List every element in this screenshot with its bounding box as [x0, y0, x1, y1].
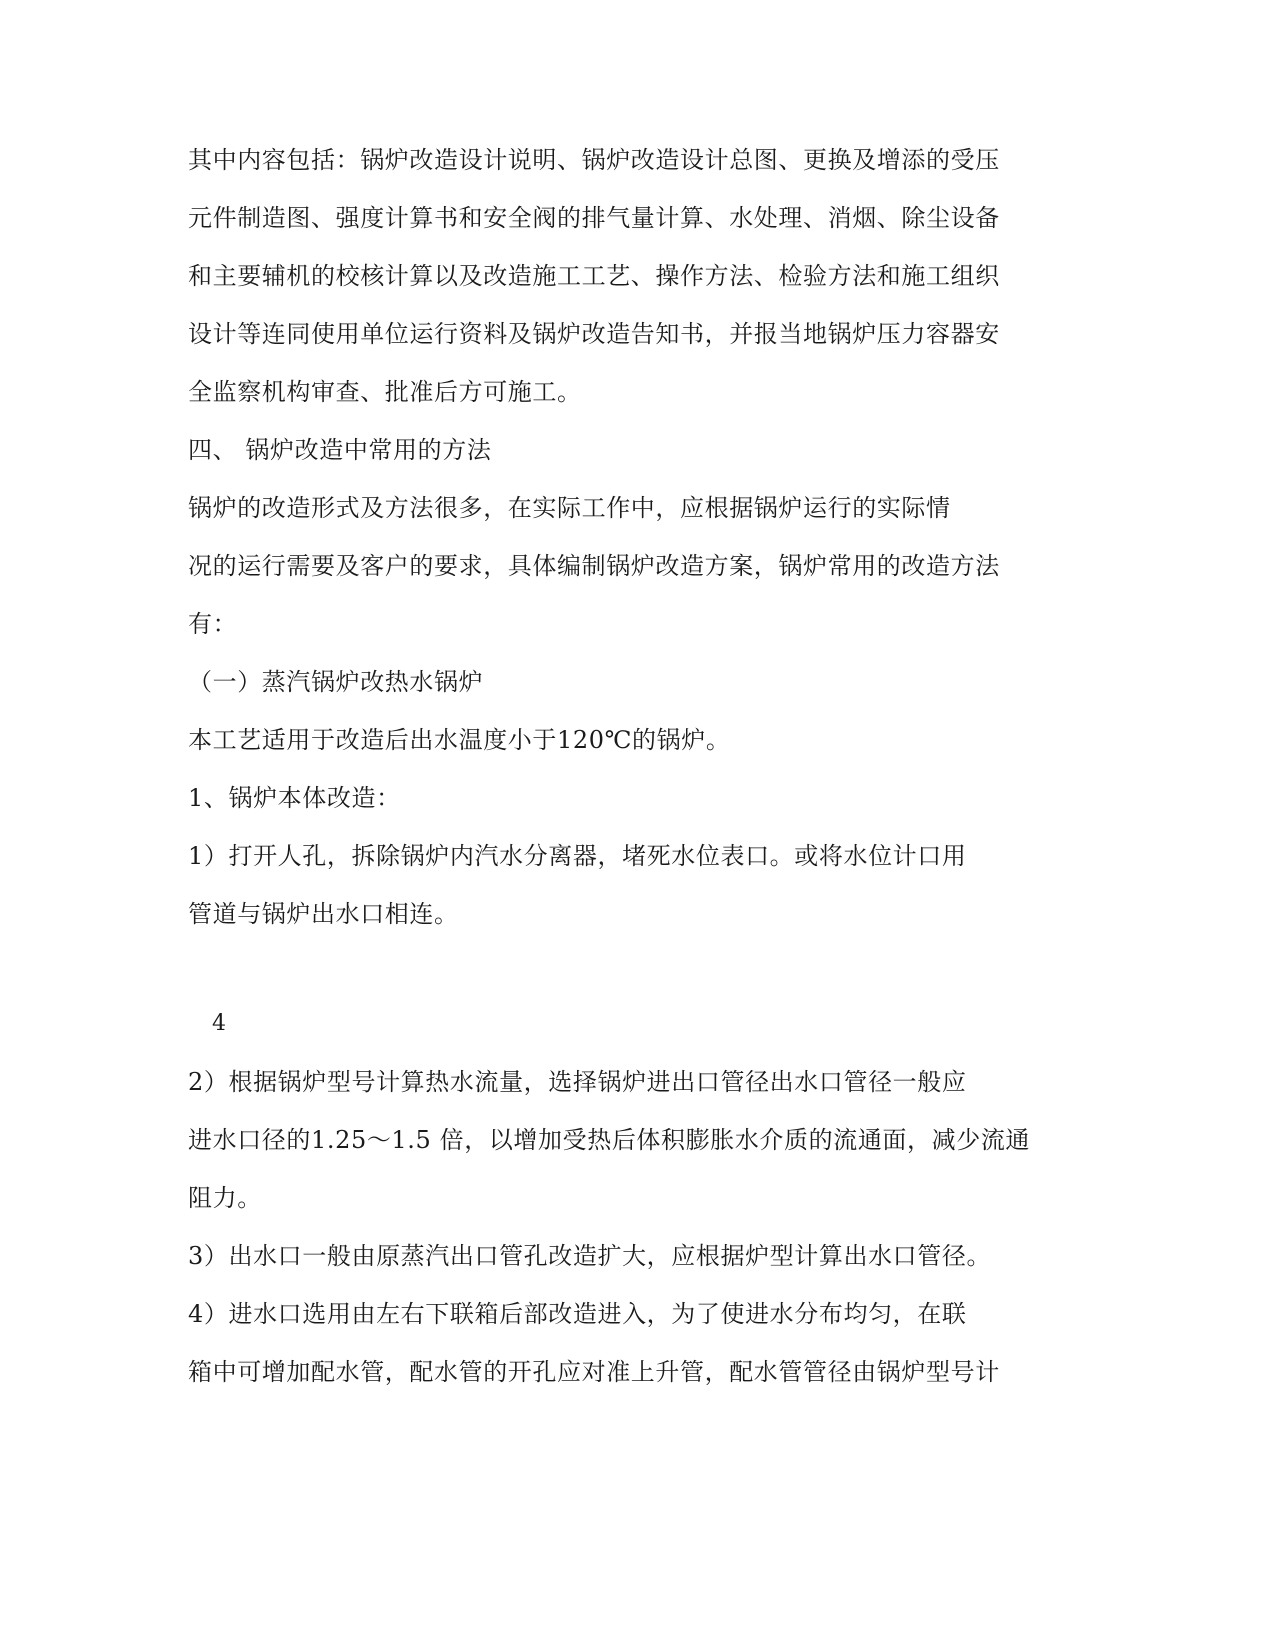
subsection-heading: （一）蒸汽锅炉改热水锅炉 — [188, 668, 484, 696]
text-line: 有： — [188, 610, 238, 638]
text-line: 元件制造图、强度计算书和安全阀的排气量计算、水处理、消烟、除尘设备 — [188, 204, 1000, 232]
text-line: 况的运行需要及客户的要求，具体编制锅炉改造方案，锅炉常用的改造方法 — [188, 552, 1000, 580]
text-line: 阻力。 — [188, 1184, 262, 1212]
text-line: 锅炉的改造形式及方法很多，在实际工作中，应根据锅炉运行的实际情 — [188, 494, 951, 522]
text-line: 箱中可增加配水管，配水管的开孔应对准上升管，配水管管径由锅炉型号计 — [188, 1358, 1000, 1386]
text-line: 全监察机构审查、批准后方可施工。 — [188, 378, 582, 406]
text-line: 3）出水口一般由原蒸汽出口管孔改造扩大，应根据炉型计算出水口管径。 — [188, 1242, 992, 1270]
text-line: 4）进水口选用由左右下联箱后部改造进入，为了使进水分布均匀，在联 — [188, 1300, 967, 1328]
text-line: 设计等连同使用单位运行资料及锅炉改造告知书，并报当地锅炉压力容器安 — [188, 320, 1000, 348]
page-number: 4 — [212, 1011, 226, 1036]
section-heading: 四、 锅炉改造中常用的方法 — [188, 436, 492, 464]
text-line: 其中内容包括：锅炉改造设计说明、锅炉改造设计总图、更换及增添的受压 — [188, 146, 1000, 174]
text-line: 1、锅炉本体改造： — [188, 784, 401, 812]
text-line: 和主要辅机的校核计算以及改造施工工艺、操作方法、检验方法和施工组织 — [188, 262, 1000, 290]
text-line: 进水口径的1.25～1.5 倍，以增加受热后体积膨胀水介质的流通面，减少流通 — [188, 1126, 1031, 1154]
text-line: 1）打开人孔，拆除锅炉内汽水分离器，堵死水位表口。或将水位计口用 — [188, 842, 967, 870]
text-line: 本工艺适用于改造后出水温度小于120℃的锅炉。 — [188, 726, 731, 754]
text-line: 管道与锅炉出水口相连。 — [188, 900, 459, 928]
text-line: 2）根据锅炉型号计算热水流量，选择锅炉进出口管径出水口管径一般应 — [188, 1068, 967, 1096]
